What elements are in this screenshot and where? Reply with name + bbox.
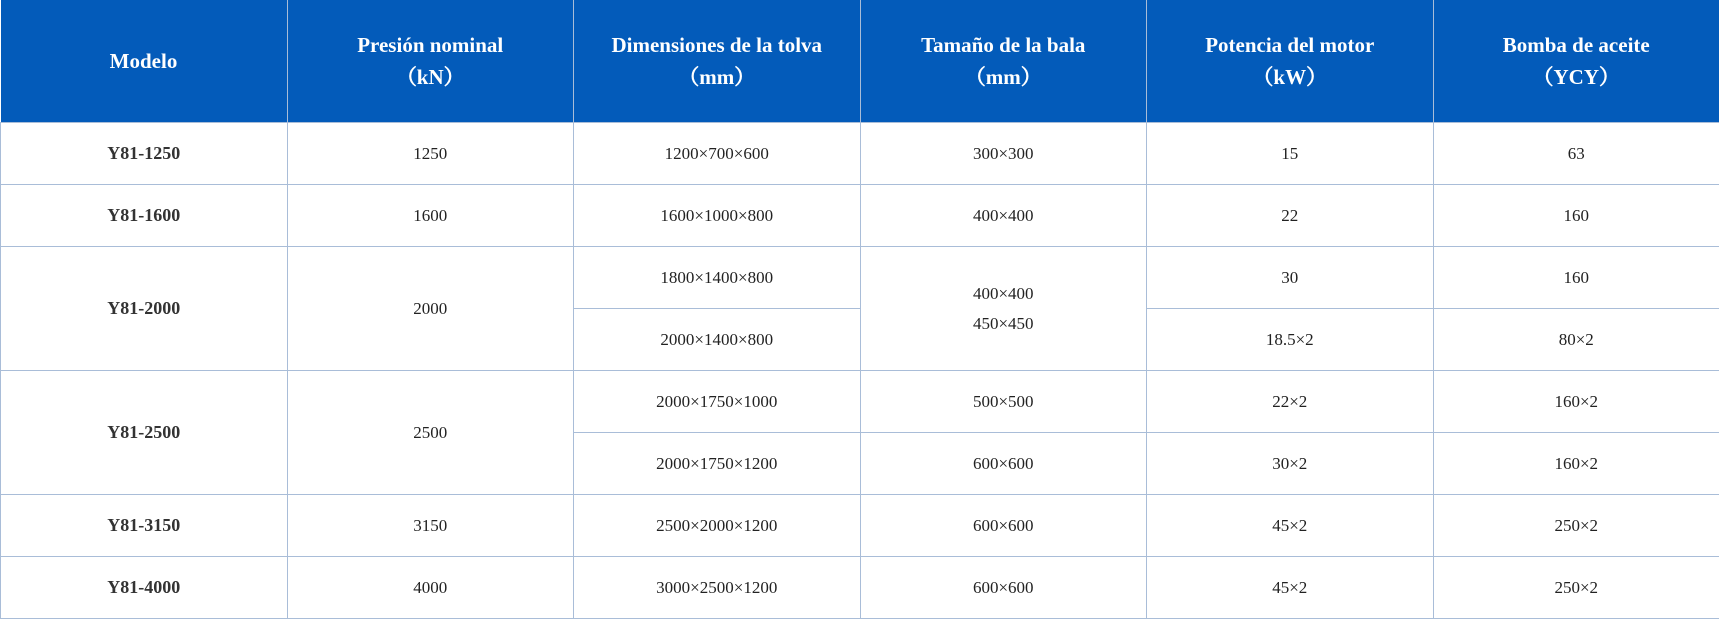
bale-cell: 500×500 [860,371,1147,433]
header-title: Presión nominal [357,33,504,57]
bale-cell: 600×600 [860,433,1147,495]
hopper-cell: 1800×1400×800 [574,247,861,309]
pressure-cell: 2500 [287,371,574,495]
pressure-cell: 4000 [287,557,574,619]
table-row [1,247,1719,309]
pressure-cell: 3150 [287,495,574,557]
bale-cell: 300×300 [860,123,1147,185]
motor-cell: 45×2 [1147,557,1434,619]
pump-cell: 250×2 [1433,495,1719,557]
header-title: Tamaño de la bala [921,33,1086,57]
header-title: Bomba de aceite [1502,33,1650,57]
header-motor [1147,0,1434,123]
hopper-cell: 1600×1000×800 [574,185,861,247]
header-title: Dimensiones de la tolva [611,33,823,57]
bale-cell [860,247,1147,371]
header-unit: （kW） [1252,65,1328,89]
motor-cell: 22 [1147,185,1434,247]
header-title: Potencia del motor [1205,33,1375,57]
motor-cell: 30 [1147,247,1434,309]
table-row [1,495,1719,557]
header-bale [860,0,1147,123]
model-cell: Y81-2000 [1,247,288,371]
pressure-cell: 2000 [287,247,574,371]
motor-cell: 15 [1147,123,1434,185]
motor-cell: 18.5×2 [1147,309,1434,371]
pump-cell: 160×2 [1433,433,1719,495]
bale-cell: 600×600 [860,557,1147,619]
model-cell: Y81-4000 [1,557,288,619]
table-row [1,557,1719,619]
model-cell: Y81-1600 [1,185,288,247]
motor-cell: 45×2 [1147,495,1434,557]
model-cell: Y81-1250 [1,123,288,185]
model-cell: Y81-3150 [1,495,288,557]
hopper-cell: 3000×2500×1200 [574,557,861,619]
bale-value: 450×450 [972,313,1034,333]
pressure-cell: 1600 [287,185,574,247]
header-unit: （mm） [964,65,1042,89]
header-pump [1433,0,1719,123]
bale-cell: 400×400 [860,185,1147,247]
pump-cell: 160×2 [1433,371,1719,433]
pump-cell: 250×2 [1433,557,1719,619]
header-pressure [287,0,574,123]
pump-cell: 160 [1433,247,1719,309]
header-unit: （kN） [395,65,465,89]
motor-cell: 22×2 [1147,371,1434,433]
pump-cell: 63 [1433,123,1719,185]
header-row [1,0,1719,123]
hopper-cell: 2000×1400×800 [574,309,861,371]
header-model [1,0,288,123]
pump-cell: 160 [1433,185,1719,247]
header-hopper [574,0,861,123]
table-row [1,185,1719,247]
hopper-cell: 2500×2000×1200 [574,495,861,557]
bale-cell: 600×600 [860,495,1147,557]
motor-cell: 30×2 [1147,433,1434,495]
table-row [1,371,1719,433]
model-cell: Y81-2500 [1,371,288,495]
pressure-cell: 1250 [287,123,574,185]
header-unit: （YCY） [1532,65,1620,89]
hopper-cell: 1200×700×600 [574,123,861,185]
hopper-cell: 2000×1750×1200 [574,433,861,495]
header-unit: （mm） [678,65,756,89]
pump-cell: 80×2 [1433,309,1719,371]
table-row [1,123,1719,185]
bale-value: 400×400 [972,283,1034,303]
hopper-cell: 2000×1750×1000 [574,371,861,433]
header-title: Modelo [109,49,178,73]
